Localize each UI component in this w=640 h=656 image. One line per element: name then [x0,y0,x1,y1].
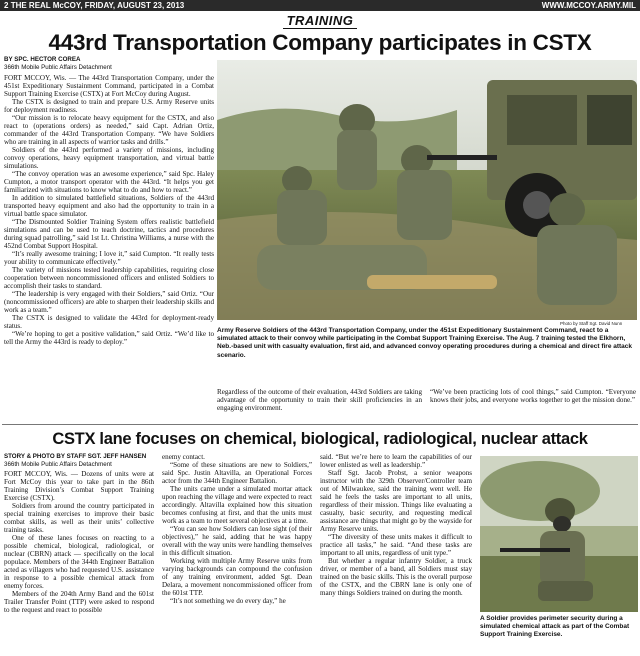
soldier-security-photo [480,456,638,612]
story1-caption: Army Reserve Soldiers of the 443rd Transportation Company, under the 451st Expeditionary Sustainment Command, react to a simulated attack to their convoy while participating in the Combat Support Training Exercise. The Aug. 7 training tested the Elkhorn, Neb.-based unit with casualty evaluation, first aid, and advanced convoy operating procedures during a chemical and direct fire attack scenario. [217,327,633,359]
story1-column-3 [430,388,636,404]
section-title: TRAINING [283,13,358,29]
story1-byline-name: BY SPC. HECTOR COREA [4,56,81,63]
story2-caption: A Soldier provides perimeter security during a simulated chemical attack as part of the Combat Support Training Exercise. [480,615,630,639]
section-label [0,13,640,28]
story1-column-2 [217,388,422,412]
paragraph: Soldiers from around the country participated in special training exercises to improve their basic combat skills, as well as their units’ collective training tasks. [4,502,154,534]
paragraph: “It’s really awesome training; I love it,” said Cumpton. “It really tests your ability to communicate effectively.” [4,250,214,266]
convoy-training-photo [217,60,637,320]
story2-byline [4,453,146,469]
story2-byline-name: STORY & PHOTO BY STAFF SGT. JEFF HANSEN [4,453,147,460]
paragraph: In addition to simulated battlefield situations, Soldiers of the 443rd transported heavy equipment and also had the opportunity to train in a virtual battle space simulator. [4,194,214,218]
story2-photo [480,456,638,612]
story2-column-1 [4,470,154,614]
rifle-shape [500,548,570,552]
page-number: 2 [4,1,9,10]
paragraph: “You can see how Soldiers can lose sight (of their objectives),” he said, adding that he was happy overall with the way units were handling themselves in this difficult situation. [162,525,312,557]
story1-column-1 [4,74,214,346]
story1-photo-credit: Photo by Staff Sgt. David Nunn [560,321,623,326]
paragraph: said. “But we’re here to learn the capabilities of our lower enlisted as well as leadership.” [320,453,472,469]
paragraph: “Some of these situations are new to Soldiers,” said Spc. Justin Altavilla, an Operational Forces actor from the 344th Engineer Battalion. [162,461,312,485]
story2-column-3 [320,453,472,597]
paragraph: The CSTX is designed to train and prepare U.S. Army Reserve units for deployment readiness. [4,98,214,114]
paragraph: “We’ve been practicing lots of cool things,” said Cumpton. “Everyone knows their jobs, and everyone works together to get the mission done.” [430,388,636,404]
masthead [0,0,640,11]
paragraph: Staff Sgt. Jacob Probst, a senior weapons instructor with the 329th Observer/Controller team out of Milwaukee, said the training went well. He said he feels the tasks are important to all units, regardless of their mission. Things like evaluating a casualty, basic security, and requesting medical assistance are things that might go by the wayside for Army Reserve units. [320,469,472,533]
paragraph: The variety of missions tested leadership capabilities, requiring close cooperation between noncommissioned officers and enlisted Soldiers to accomplish their tasks to standard. [4,266,214,290]
story1-headline: 443rd Transportation Company participates in CSTX [48,30,592,55]
rifle-shape [427,155,497,160]
story1-byline [4,56,112,72]
paragraph: But whether a regular infantry Soldier, a truck driver, or member of a band, all Soldiers must stay trained on the basic skills. This is the overall purpose of the CSTX, and the CBRN lane is only one of many things Soldiers trained on during the month. [320,557,472,597]
paragraph: “It’s not something we do every day,” he [170,597,286,605]
paragraph: Soldiers of the 443rd performed a variety of missions, including convoy operations, heavy equipment transportation, and virtual battle simulations. [4,146,214,170]
website-url: WWW.MCCOY.ARMY.MIL [541,1,636,10]
publication-info: THE REAL McCOY, FRIDAY, AUGUST 23, 2013 [10,1,185,10]
paragraph: Members of the 204th Army Band and the 601st Trailer Transfer Point (TTP) were asked to respond to the request and react to possible [4,590,154,614]
paragraph: The CSTX is designed to validate the 443rd for deployment-ready status. [4,314,214,330]
paragraph: “Our mission is to relocate heavy equipment for the CSTX, and also react to (operations orders) as needed,” said Capt. Adrian Ortiz, commander of the 443rd Transportation Company. “We have Soldiers who are training in all aspects of warrior tasks and drills.” [4,114,214,146]
paragraph: enemy contact. [162,453,205,461]
paragraph: FORT MCCOY, Wis. — The 443rd Transportation Company, under the 451st Expeditionary Sustainment Command, participated in a Combat Support Training Exercise (CSTX) at Fort McCoy during August. [4,74,214,98]
paragraph: Working with multiple Army Reserve units from varying backgrounds can compound the confusion of any training environment, added Sgt. Dean Delara, a movement noncommissioned officer from the 601st TTP. [162,557,312,597]
paragraph: The units came under a simulated mortar attack upon reaching the village and were expected to react accordingly. Altavilla explained how this situation becomes confusing at first, and that the units must work as a team to meet several objectives at a time. [162,485,312,525]
paragraph: “The leadership is very engaged with their Soldiers,” said Ortiz. “Our (noncommissioned officers) are able to sharpen their leadership skills and work as a team.” [4,290,214,314]
masthead-left [4,1,184,10]
story1-photo [217,60,637,320]
story2-column-2 [162,453,312,605]
litter-stretcher [367,275,497,289]
paragraph: “The diversity of these units makes it difficult to practice all tasks,” he said. “And these tasks are important to all units, regardless of unit type.” [320,533,472,557]
paragraph: Regardless of the outcome of their evaluation, 443rd Soldiers are taking advantage of the opportunity to train their skill proficiencies in an engaging environment. [217,388,422,412]
story2-headline: CSTX lane focuses on chemical, biological, radiological, nuclear attack [52,430,588,448]
story1-byline-unit: 366th Mobile Public Affairs Detachment [4,64,112,71]
paragraph: “We’re hoping to get a positive validation,” said Ortiz. “We’d like to tell the Army the 443rd is ready to deploy.” [4,330,214,346]
paragraph: “The Dismounted Soldier Training System offers realistic battlefield simulations and can be used to teach doctrine, tactics and procedures during squad patrolling,” said 1st Lt. Christina Williams, a nurse with the 452nd Combat Support Hospital. [4,218,214,250]
paragraph: One of these lanes focuses on reacting to a possible chemical, biological, radiological, or nuclear (CBRN) attack — specifically on the local populace. Members of the 344th Engineer Battalion acted as villagers who had requested U.S. assistance in response to a possible chemical attack from enemy forces. [4,534,154,590]
story-divider [2,424,638,425]
paragraph: FORT MCCOY, Wis. — Dozens of units were at Fort McCoy this year to take part in the 86th Training Division’s Combat Support Training Exercise (CSTX). [4,470,154,502]
paragraph: “The convoy operation was an awesome experience,” said Spc. Haley Cumpton, a motor transport operator with the 443rd. “It helps you get familiarized with situations to know what to do and how to react.” [4,170,214,194]
story2-byline-unit: 366th Mobile Public Affairs Detachment [4,461,112,468]
